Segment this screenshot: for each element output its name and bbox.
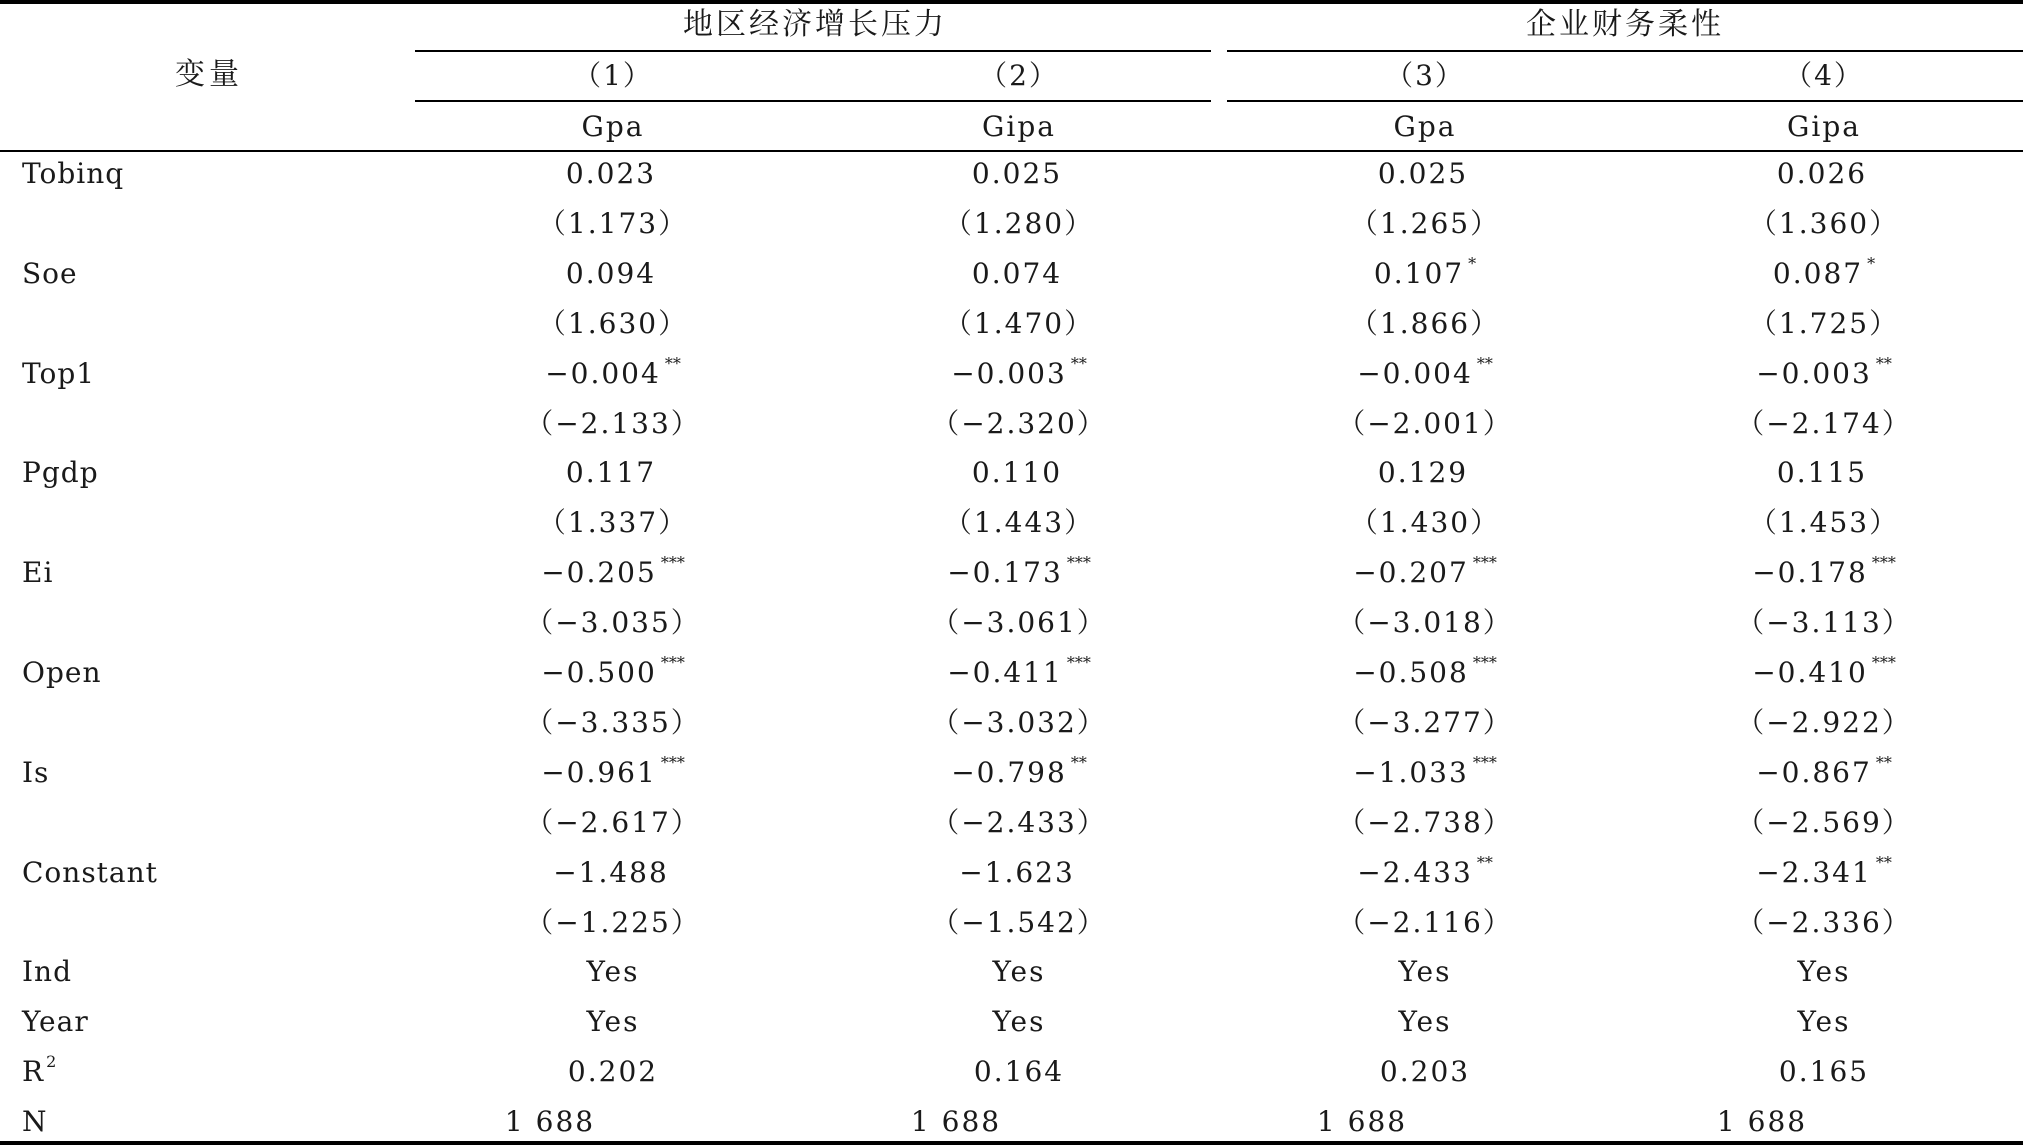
n-3-text: 1 688 <box>1316 1105 1408 1139</box>
tstat-ei-1 <box>525 606 701 640</box>
coef-tobinq-3 <box>1377 157 1472 190</box>
tstat-top1-4 <box>1736 406 1912 440</box>
group1-underline <box>415 50 1211 52</box>
tstat-top1-3-text: （−2.001） <box>1337 406 1513 440</box>
n-1 <box>504 1105 596 1139</box>
significance-stars: ** <box>1070 752 1087 772</box>
tstat-is-1-text: （−2.617） <box>525 805 701 839</box>
coef-is-2-text: −0.798 <box>951 755 1067 789</box>
coef-tobinq-1-text: 0.023 <box>565 157 657 190</box>
tstat-pgdp-4 <box>1748 506 1900 540</box>
r2-1-text: 0.202 <box>567 1055 659 1089</box>
tstat-is-2 <box>931 805 1107 839</box>
control-ind-1-text: Yes <box>586 955 640 989</box>
tstat-constant-4 <box>1736 905 1912 939</box>
coef-is-1 <box>541 752 685 789</box>
coef-is-4 <box>1756 752 1892 789</box>
coef-top1-2-text: −0.003 <box>951 356 1067 390</box>
tstat-ei-1-text: （−3.035） <box>525 606 701 640</box>
control-ind-3-text: Yes <box>1398 955 1452 989</box>
coef-open-1-text: −0.500 <box>541 656 657 689</box>
significance-stars: ** <box>664 353 681 373</box>
tstat-tobinq-3 <box>1349 206 1501 240</box>
significance-stars: * <box>1867 253 1876 273</box>
tstat-open-4-text: （−2.922） <box>1736 705 1912 739</box>
coef-tobinq-4 <box>1776 157 1871 190</box>
tstat-soe-1-text: （1.630） <box>537 306 689 340</box>
group2-underline <box>1227 50 2023 52</box>
n-1-text: 1 688 <box>504 1105 596 1139</box>
tstat-pgdp-1-text: （1.337） <box>537 506 689 540</box>
tstat-is-4-text: （−2.569） <box>1736 805 1912 839</box>
tstat-tobinq-1 <box>537 206 689 240</box>
col-number-1: （1） <box>573 59 653 92</box>
row-label-tobinq-text: Tobinq <box>22 157 125 190</box>
coef-is-3-text: −1.033 <box>1353 755 1469 789</box>
tstat-constant-2 <box>931 905 1107 939</box>
significance-stars: ** <box>1070 353 1087 373</box>
tstat-open-1-text: （−3.335） <box>525 705 701 739</box>
r2-label-text: R <box>22 1055 45 1089</box>
dep-var-4: Gipa <box>1787 110 1861 143</box>
tstat-ei-4-text: （−3.113） <box>1736 606 1912 640</box>
tstat-soe-1 <box>537 306 689 340</box>
coef-pgdp-2 <box>971 456 1066 490</box>
tstat-tobinq-2-text: （1.280） <box>943 206 1095 240</box>
tstat-tobinq-4 <box>1748 206 1900 240</box>
n-label <box>22 1105 48 1139</box>
significance-stars: ** <box>1875 752 1892 772</box>
coef-open-4 <box>1752 653 1896 689</box>
coef-is-3 <box>1353 752 1497 789</box>
coef-constant-3-text: −2.433 <box>1357 855 1473 889</box>
significance-stars: *** <box>1472 553 1497 573</box>
coef-open-2-text: −0.411 <box>947 656 1063 689</box>
coef-pgdp-2-text: 0.110 <box>971 456 1063 490</box>
tstat-pgdp-1 <box>537 506 689 540</box>
row-label-pgdp-text: Pgdp <box>22 456 99 490</box>
control-year-1 <box>586 1005 640 1039</box>
col-number-2: （2） <box>979 59 1059 92</box>
tstat-is-4 <box>1736 805 1912 839</box>
significance-stars: ** <box>1476 852 1493 872</box>
tstat-tobinq-1-text: （1.173） <box>537 206 689 240</box>
coef-pgdp-1 <box>565 456 660 490</box>
r2-4-text: 0.165 <box>1778 1055 1870 1089</box>
coef-tobinq-2 <box>971 157 1066 190</box>
tstat-top1-2 <box>931 406 1107 440</box>
tstat-ei-3 <box>1337 606 1513 640</box>
n-2-text: 1 688 <box>910 1105 1002 1139</box>
tstat-pgdp-3 <box>1349 506 1501 540</box>
tstat-pgdp-3-text: （1.430） <box>1349 506 1501 540</box>
tstat-is-2-text: （−2.433） <box>931 805 1107 839</box>
col-number-3: （3） <box>1385 59 1465 92</box>
tstat-is-1 <box>525 805 701 839</box>
control-year-2 <box>992 1005 1046 1039</box>
dep-var-3: Gpa <box>1393 110 1457 143</box>
row-label-ei-text: Ei <box>22 556 54 590</box>
row-label-top1-text: Top1 <box>22 356 96 390</box>
coef-is-4-text: −0.867 <box>1756 755 1872 789</box>
coef-pgdp-3 <box>1377 456 1472 490</box>
r2-3 <box>1379 1055 1471 1089</box>
tstat-open-2 <box>931 705 1107 739</box>
coef-top1-3-text: −0.004 <box>1357 356 1473 390</box>
row-label-is <box>22 755 50 789</box>
row-label-ei <box>22 556 54 590</box>
bottom-rule <box>0 1141 2023 1145</box>
coef-constant-2-text: −1.623 <box>959 855 1075 889</box>
coef-soe-3-text: 0.107 <box>1373 256 1465 290</box>
coef-soe-2 <box>971 256 1066 290</box>
coef-open-3 <box>1353 653 1497 689</box>
tstat-top1-1 <box>525 406 701 440</box>
row-label-soe <box>22 256 78 290</box>
coef-top1-1 <box>545 353 681 390</box>
control-ind-4 <box>1797 955 1851 989</box>
coef-pgdp-3-text: 0.129 <box>1377 456 1469 490</box>
coef-is-1-text: −0.961 <box>541 755 657 789</box>
control-label-year-text: Year <box>22 1005 89 1039</box>
coef-open-4-text: −0.410 <box>1752 656 1868 689</box>
row-label-tobinq <box>22 157 125 190</box>
coef-top1-4-text: −0.003 <box>1756 356 1872 390</box>
r2-2-text: 0.164 <box>973 1055 1065 1089</box>
tstat-constant-3 <box>1337 905 1513 939</box>
tstat-tobinq-2 <box>943 206 1095 240</box>
control-ind-2 <box>992 955 1046 989</box>
coef-pgdp-4 <box>1776 456 1871 490</box>
colnum-underline-right <box>1227 100 2023 102</box>
control-ind-2-text: Yes <box>992 955 1046 989</box>
control-year-4 <box>1797 1005 1851 1039</box>
coef-top1-3 <box>1357 353 1493 390</box>
row-label-constant <box>22 855 158 889</box>
coef-soe-2-text: 0.074 <box>971 256 1063 290</box>
coef-open-1 <box>541 653 685 689</box>
significance-stars: ** <box>1875 353 1892 373</box>
tstat-constant-1 <box>525 905 701 939</box>
significance-stars: *** <box>1066 653 1091 672</box>
significance-stars: *** <box>660 553 685 573</box>
control-ind-1 <box>586 955 640 989</box>
tstat-tobinq-3-text: （1.265） <box>1349 206 1501 240</box>
coef-ei-3-text: −0.207 <box>1353 556 1469 590</box>
significance-stars: *** <box>660 653 685 672</box>
tstat-soe-2-text: （1.470） <box>943 306 1095 340</box>
n-2 <box>910 1105 1002 1139</box>
tstat-is-3 <box>1337 805 1513 839</box>
coef-ei-2 <box>947 553 1091 590</box>
tstat-top1-4-text: （−2.174） <box>1736 406 1912 440</box>
group-title-financial-flexibility: 企业财务柔性 <box>1526 7 1724 42</box>
variable-header: 变量 <box>175 57 243 92</box>
superscript: 2 <box>46 1052 57 1072</box>
control-year-2-text: Yes <box>992 1005 1046 1039</box>
tstat-tobinq-4-text: （1.360） <box>1748 206 1900 240</box>
top-rule <box>0 0 2023 4</box>
significance-stars: * <box>1468 253 1477 273</box>
coef-constant-3 <box>1357 852 1493 889</box>
col-number-4: （4） <box>1784 59 1864 92</box>
tstat-soe-3-text: （1.866） <box>1349 306 1501 340</box>
coef-soe-1 <box>565 256 660 290</box>
tstat-soe-4 <box>1748 306 1900 340</box>
coef-open-2 <box>947 653 1091 689</box>
significance-stars: *** <box>1066 553 1091 573</box>
tstat-top1-2-text: （−2.320） <box>931 406 1107 440</box>
significance-stars: *** <box>1472 653 1497 672</box>
r2-1 <box>567 1055 659 1089</box>
control-year-3 <box>1398 1005 1452 1039</box>
row-label-top1 <box>22 356 96 390</box>
tstat-ei-3-text: （−3.018） <box>1337 606 1513 640</box>
control-year-4-text: Yes <box>1797 1005 1851 1039</box>
tstat-top1-3 <box>1337 406 1513 440</box>
row-label-soe-text: Soe <box>22 256 78 290</box>
n-label-text: N <box>22 1105 48 1139</box>
tstat-pgdp-4-text: （1.453） <box>1748 506 1900 540</box>
row-label-pgdp <box>22 456 99 490</box>
r2-2 <box>973 1055 1065 1089</box>
coef-ei-1 <box>541 553 685 590</box>
significance-stars: *** <box>1871 653 1896 672</box>
row-label-open <box>22 656 102 689</box>
row-label-is-text: Is <box>22 755 50 789</box>
coef-soe-4-text: 0.087 <box>1772 256 1864 290</box>
tstat-pgdp-2 <box>943 506 1095 540</box>
coef-soe-3 <box>1373 253 1477 290</box>
row-label-open-text: Open <box>22 656 102 689</box>
significance-stars: *** <box>1871 553 1896 573</box>
tstat-open-4 <box>1736 705 1912 739</box>
coef-open-3-text: −0.508 <box>1353 656 1469 689</box>
tstat-soe-3 <box>1349 306 1501 340</box>
coef-top1-4 <box>1756 353 1892 390</box>
tstat-soe-4-text: （1.725） <box>1748 306 1900 340</box>
tstat-open-2-text: （−3.032） <box>931 705 1107 739</box>
coef-ei-4 <box>1752 553 1896 590</box>
dep-var-1: Gpa <box>581 110 645 143</box>
significance-stars: *** <box>1472 752 1497 772</box>
coef-ei-4-text: −0.178 <box>1752 556 1868 590</box>
coef-soe-4 <box>1772 253 1876 290</box>
coef-constant-1-text: −1.488 <box>553 855 669 889</box>
group-title-growth-pressure: 地区经济增长压力 <box>683 7 947 42</box>
r2-4 <box>1778 1055 1870 1089</box>
tstat-pgdp-2-text: （1.443） <box>943 506 1095 540</box>
header-bottom-rule <box>0 150 2023 152</box>
coef-ei-1-text: −0.205 <box>541 556 657 590</box>
tstat-constant-4-text: （−2.336） <box>1736 905 1912 939</box>
coef-ei-3 <box>1353 553 1497 590</box>
coef-tobinq-1 <box>565 157 660 190</box>
r2-label <box>22 1052 57 1089</box>
coef-tobinq-2-text: 0.025 <box>971 157 1063 190</box>
control-year-3-text: Yes <box>1398 1005 1452 1039</box>
control-ind-4-text: Yes <box>1797 955 1851 989</box>
tstat-constant-1-text: （−1.225） <box>525 905 701 939</box>
n-3 <box>1316 1105 1408 1139</box>
control-label-ind-text: Ind <box>22 955 73 989</box>
coef-constant-2 <box>959 855 1079 889</box>
tstat-constant-3-text: （−2.116） <box>1337 905 1513 939</box>
control-label-year <box>22 1005 89 1039</box>
n-4 <box>1716 1105 1808 1139</box>
control-ind-3 <box>1398 955 1452 989</box>
dep-var-2: Gipa <box>982 110 1056 143</box>
coef-top1-1-text: −0.004 <box>545 356 661 390</box>
n-4-text: 1 688 <box>1716 1105 1808 1139</box>
coef-soe-1-text: 0.094 <box>565 256 657 290</box>
tstat-open-3-text: （−3.277） <box>1337 705 1513 739</box>
tstat-open-1 <box>525 705 701 739</box>
row-label-constant-text: Constant <box>22 855 158 889</box>
tstat-ei-4 <box>1736 606 1912 640</box>
tstat-open-3 <box>1337 705 1513 739</box>
coef-ei-2-text: −0.173 <box>947 556 1063 590</box>
significance-stars: ** <box>1476 353 1493 373</box>
coef-constant-4 <box>1756 852 1892 889</box>
coef-top1-2 <box>951 353 1087 390</box>
coef-tobinq-4-text: 0.026 <box>1776 157 1868 190</box>
control-label-ind <box>22 955 73 989</box>
significance-stars: ** <box>1875 852 1892 872</box>
coef-constant-1 <box>553 855 673 889</box>
control-year-1-text: Yes <box>586 1005 640 1039</box>
tstat-ei-2-text: （−3.061） <box>931 606 1107 640</box>
tstat-soe-2 <box>943 306 1095 340</box>
coef-is-2 <box>951 752 1087 789</box>
coef-pgdp-4-text: 0.115 <box>1776 456 1868 490</box>
colnum-underline-left <box>415 100 1211 102</box>
tstat-top1-1-text: （−2.133） <box>525 406 701 440</box>
significance-stars: *** <box>660 752 685 772</box>
tstat-constant-2-text: （−1.542） <box>931 905 1107 939</box>
coef-constant-4-text: −2.341 <box>1756 855 1872 889</box>
tstat-ei-2 <box>931 606 1107 640</box>
r2-3-text: 0.203 <box>1379 1055 1471 1089</box>
tstat-is-3-text: （−2.738） <box>1337 805 1513 839</box>
coef-pgdp-1-text: 0.117 <box>565 456 657 490</box>
coef-tobinq-3-text: 0.025 <box>1377 157 1469 190</box>
